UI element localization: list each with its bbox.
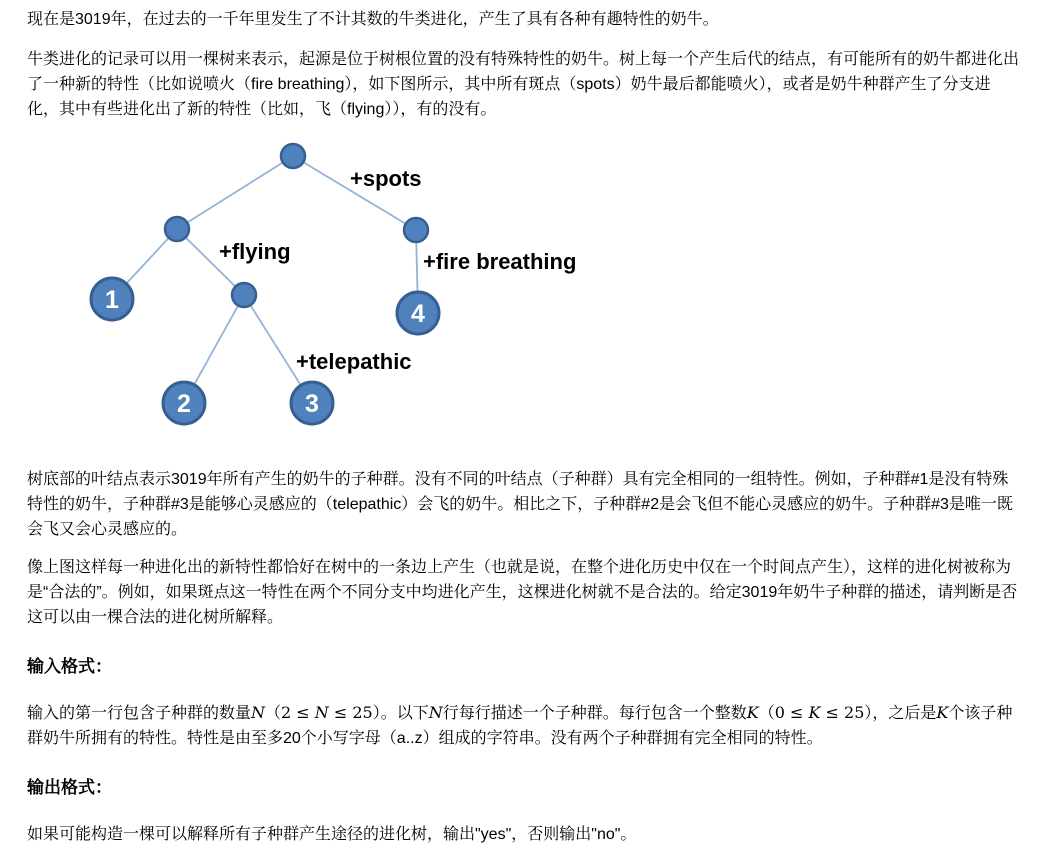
leaf-number-3: 3 (305, 390, 319, 418)
leaf-number-2: 2 (177, 390, 191, 418)
math-expr: ≤ 25 (328, 703, 373, 722)
math-expr: ≤ 25 (820, 703, 865, 722)
output-format-heading: 输出格式： (27, 778, 112, 797)
input-format-paragraph (27, 700, 1020, 751)
edge-label-flying: +flying (219, 239, 291, 264)
leaf-populations-paragraph: 树底部的叶结点表示3019年所有产生的奶牛的子种群。没有不同的叶结点（子种群）具有完全相同的一组特性。例如，子种群#1是没有特殊特性的奶牛，子种群#3是能够心灵感应的（telepathic）会飞的奶牛。相比之下，子种群#2是会飞但不能心灵感应的奶牛。子种群#3是唯一既会飞又会心灵感应的。 (27, 471, 1013, 538)
intro-paragraph: 现在是3019年，在过去的一千年里发生了不计其数的牛类进化，产生了具有各种有趣特性的奶牛。 (27, 11, 719, 28)
tree-root-node (281, 144, 305, 168)
math-var-N: N (251, 703, 266, 722)
math-var-K: K (746, 703, 759, 722)
math-var-N: N (428, 703, 443, 722)
tree-right-internal-node (404, 218, 428, 242)
math-var-K: K (936, 703, 949, 722)
math-var-N: N (314, 703, 329, 722)
problem-statement (27, 7, 1020, 847)
edge-label-spots: +spots (350, 166, 422, 191)
input-segment: 个该子种群奶牛所拥有的特性。特性是由至多20个小写字母（a..z）组成的字符串。没有两个子种群拥有完全相同的特性。 (27, 705, 1013, 747)
edge-root-to-left-internal (177, 156, 293, 229)
leaf-number-4: 4 (411, 300, 425, 328)
proper-tree-paragraph: 像上图这样每一种进化出的新特性都恰好在树中的一条边上产生（也就是说，在整个进化历史中仅在一个时间点产生），这样的进化树被称为是“合法的”。例如，如果斑点这一特性在两个不同分支中均进化产生，这棵进化树就不是合法的。给定3019年奶牛子种群的描述，请判断是否这可以由一棵合法的进化树所解释。 (27, 559, 1018, 626)
edge-label-telepathic: +telepathic (296, 349, 412, 374)
input-segment: （ (758, 705, 775, 722)
math-expr: 2 ≤ (281, 703, 315, 722)
input-segment: （ (265, 705, 282, 722)
evolution-tree-diagram (27, 142, 647, 442)
input-segment: ）。以下 (372, 705, 429, 722)
leaf-number-1: 1 (105, 286, 119, 314)
tree-description-paragraph: 牛类进化的记录可以用一棵树来表示，起源是位于树根位置的没有特殊特性的奶牛。树上每一个产生后代的结点，有可能所有的奶牛都进化出了一种新的特性（比如说喷火（fire breathing），如下图所示，其中所有斑点（spots）奶牛最后都能喷火），或者是奶牛种群产生了分支进化，其中有些进化出了新的特性（比如，飞（flying）），有的没有。 (27, 51, 1020, 118)
edge-label-fire-breathing: +fire breathing (423, 249, 577, 274)
input-segment: 行每行描述一个子种群。每行包含一个整数 (442, 705, 747, 722)
math-expr: 0 ≤ (774, 703, 809, 722)
math-var-K: K (808, 703, 821, 722)
input-format-heading: 输入格式： (27, 657, 112, 676)
tree-mid-internal-node (232, 283, 256, 307)
tree-left-internal-node (165, 217, 189, 241)
output-format-paragraph: 如果可能构造一棵可以解释所有子种群产生途径的进化树，输出"yes"，否则输出"no"。 (27, 826, 637, 843)
input-segment: ），之后是 (864, 705, 937, 722)
input-segment: 输入的第一行包含子种群的数量 (27, 705, 252, 722)
evolution-tree-svg (27, 142, 647, 442)
